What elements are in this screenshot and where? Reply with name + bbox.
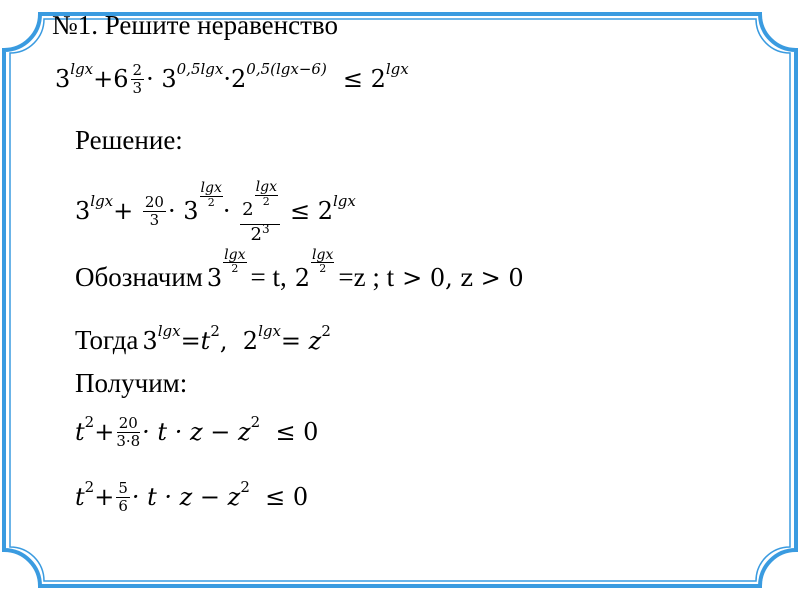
exponent-fraction: [223, 248, 246, 276]
math-token: =t: [180, 326, 211, 355]
math-token: +: [94, 418, 115, 446]
math-token: ·: [223, 65, 231, 93]
math-token: = z: [280, 326, 322, 355]
math-token: t: [75, 418, 85, 446]
fraction: [116, 480, 130, 514]
math-token: lgx: [90, 192, 114, 211]
math-token: ≤ 0: [275, 418, 319, 446]
math-token: 2: [250, 223, 262, 245]
math-token: 2: [240, 478, 250, 496]
math-token: 6: [113, 65, 129, 93]
substitution-line: [75, 246, 524, 293]
math: [206, 246, 247, 292]
math-token: 0,5(lgx−6): [246, 60, 327, 78]
denominator: 2: [262, 194, 270, 208]
math-token: +: [113, 197, 134, 226]
then-line: [75, 321, 331, 356]
numerator: 20: [144, 193, 164, 212]
math-token: lgx: [385, 60, 409, 78]
numerator: 2: [132, 61, 143, 79]
math-token: 3: [206, 263, 223, 292]
math-token: 0,5lgx: [176, 60, 224, 78]
math-token: 3: [161, 65, 177, 93]
math-token: lgx: [70, 60, 94, 78]
math-token: > 0, z > 0: [402, 263, 524, 292]
problem-inequality: [55, 62, 409, 96]
math: [142, 321, 331, 355]
math-token: 2: [370, 65, 386, 93]
solution-label: Решение:: [75, 125, 183, 155]
math-token: 3: [142, 326, 158, 355]
fraction: [116, 415, 140, 449]
denominator: 2: [319, 262, 327, 276]
exponent-fraction: [311, 248, 334, 276]
math-token: 3: [261, 221, 270, 236]
then-label: Тогда: [75, 325, 139, 355]
math-token: 2: [210, 321, 220, 340]
math-token: 2: [84, 413, 95, 431]
math: [294, 246, 335, 292]
exponent-fraction: [255, 180, 278, 208]
denominator: [250, 221, 270, 245]
math-token: +: [93, 65, 114, 93]
math-token: lgx: [258, 321, 281, 340]
math-token: 3: [55, 65, 71, 93]
denominator: 2: [231, 262, 239, 276]
math-token: 2: [317, 197, 333, 226]
math-token: 2: [242, 326, 259, 355]
denominator: 3: [132, 78, 143, 97]
math-token: =z ; t: [338, 262, 395, 292]
math-token: 2: [84, 478, 95, 496]
numerator: 20: [118, 414, 138, 432]
math-token: ·: [167, 197, 176, 226]
math-token: 2: [231, 65, 247, 93]
math-token: 2: [242, 198, 254, 220]
math-token: ·: [146, 65, 154, 93]
fraction: [131, 62, 145, 96]
math-token: ≤: [342, 65, 363, 93]
denominator: 2: [207, 196, 215, 210]
exponent-fraction: [200, 181, 223, 209]
math-token: = t,: [250, 262, 287, 292]
numerator: [240, 178, 280, 225]
math-token: 3: [183, 197, 199, 226]
numerator: 5: [118, 479, 128, 497]
inequality-2: [75, 480, 308, 514]
math-token: 2: [321, 321, 331, 340]
math-token: · t · z − z: [142, 418, 251, 446]
denominator: 3: [149, 210, 160, 229]
substitution-label: Обозначим: [75, 262, 203, 292]
numerator: lgx: [255, 179, 277, 195]
math-token: ·: [222, 197, 231, 226]
numerator: lgx: [200, 180, 222, 197]
math-token: lgx: [333, 192, 356, 211]
math-token: 2: [294, 263, 311, 292]
math-token: ,: [219, 326, 228, 355]
math-token: 2: [250, 413, 261, 431]
fraction: [240, 178, 280, 245]
math-token: +: [94, 483, 115, 511]
numerator: lgx: [312, 246, 334, 263]
fraction: [143, 194, 166, 228]
math-token: ≤ 0: [265, 483, 309, 511]
inequality-1: [75, 415, 318, 449]
math-token: t: [75, 483, 85, 511]
get-label: Получим:: [75, 368, 188, 398]
solution-step-1: [75, 178, 356, 245]
problem-title: №1. Решите неравенство: [52, 10, 338, 40]
numerator: lgx: [224, 246, 246, 263]
denominator: 3·8: [116, 431, 141, 450]
math-token: · t · z − z: [131, 483, 241, 511]
math-token: ≤: [289, 197, 311, 226]
math-token: 3: [75, 197, 91, 226]
math-token: lgx: [157, 321, 181, 340]
denominator: 6: [118, 496, 128, 515]
